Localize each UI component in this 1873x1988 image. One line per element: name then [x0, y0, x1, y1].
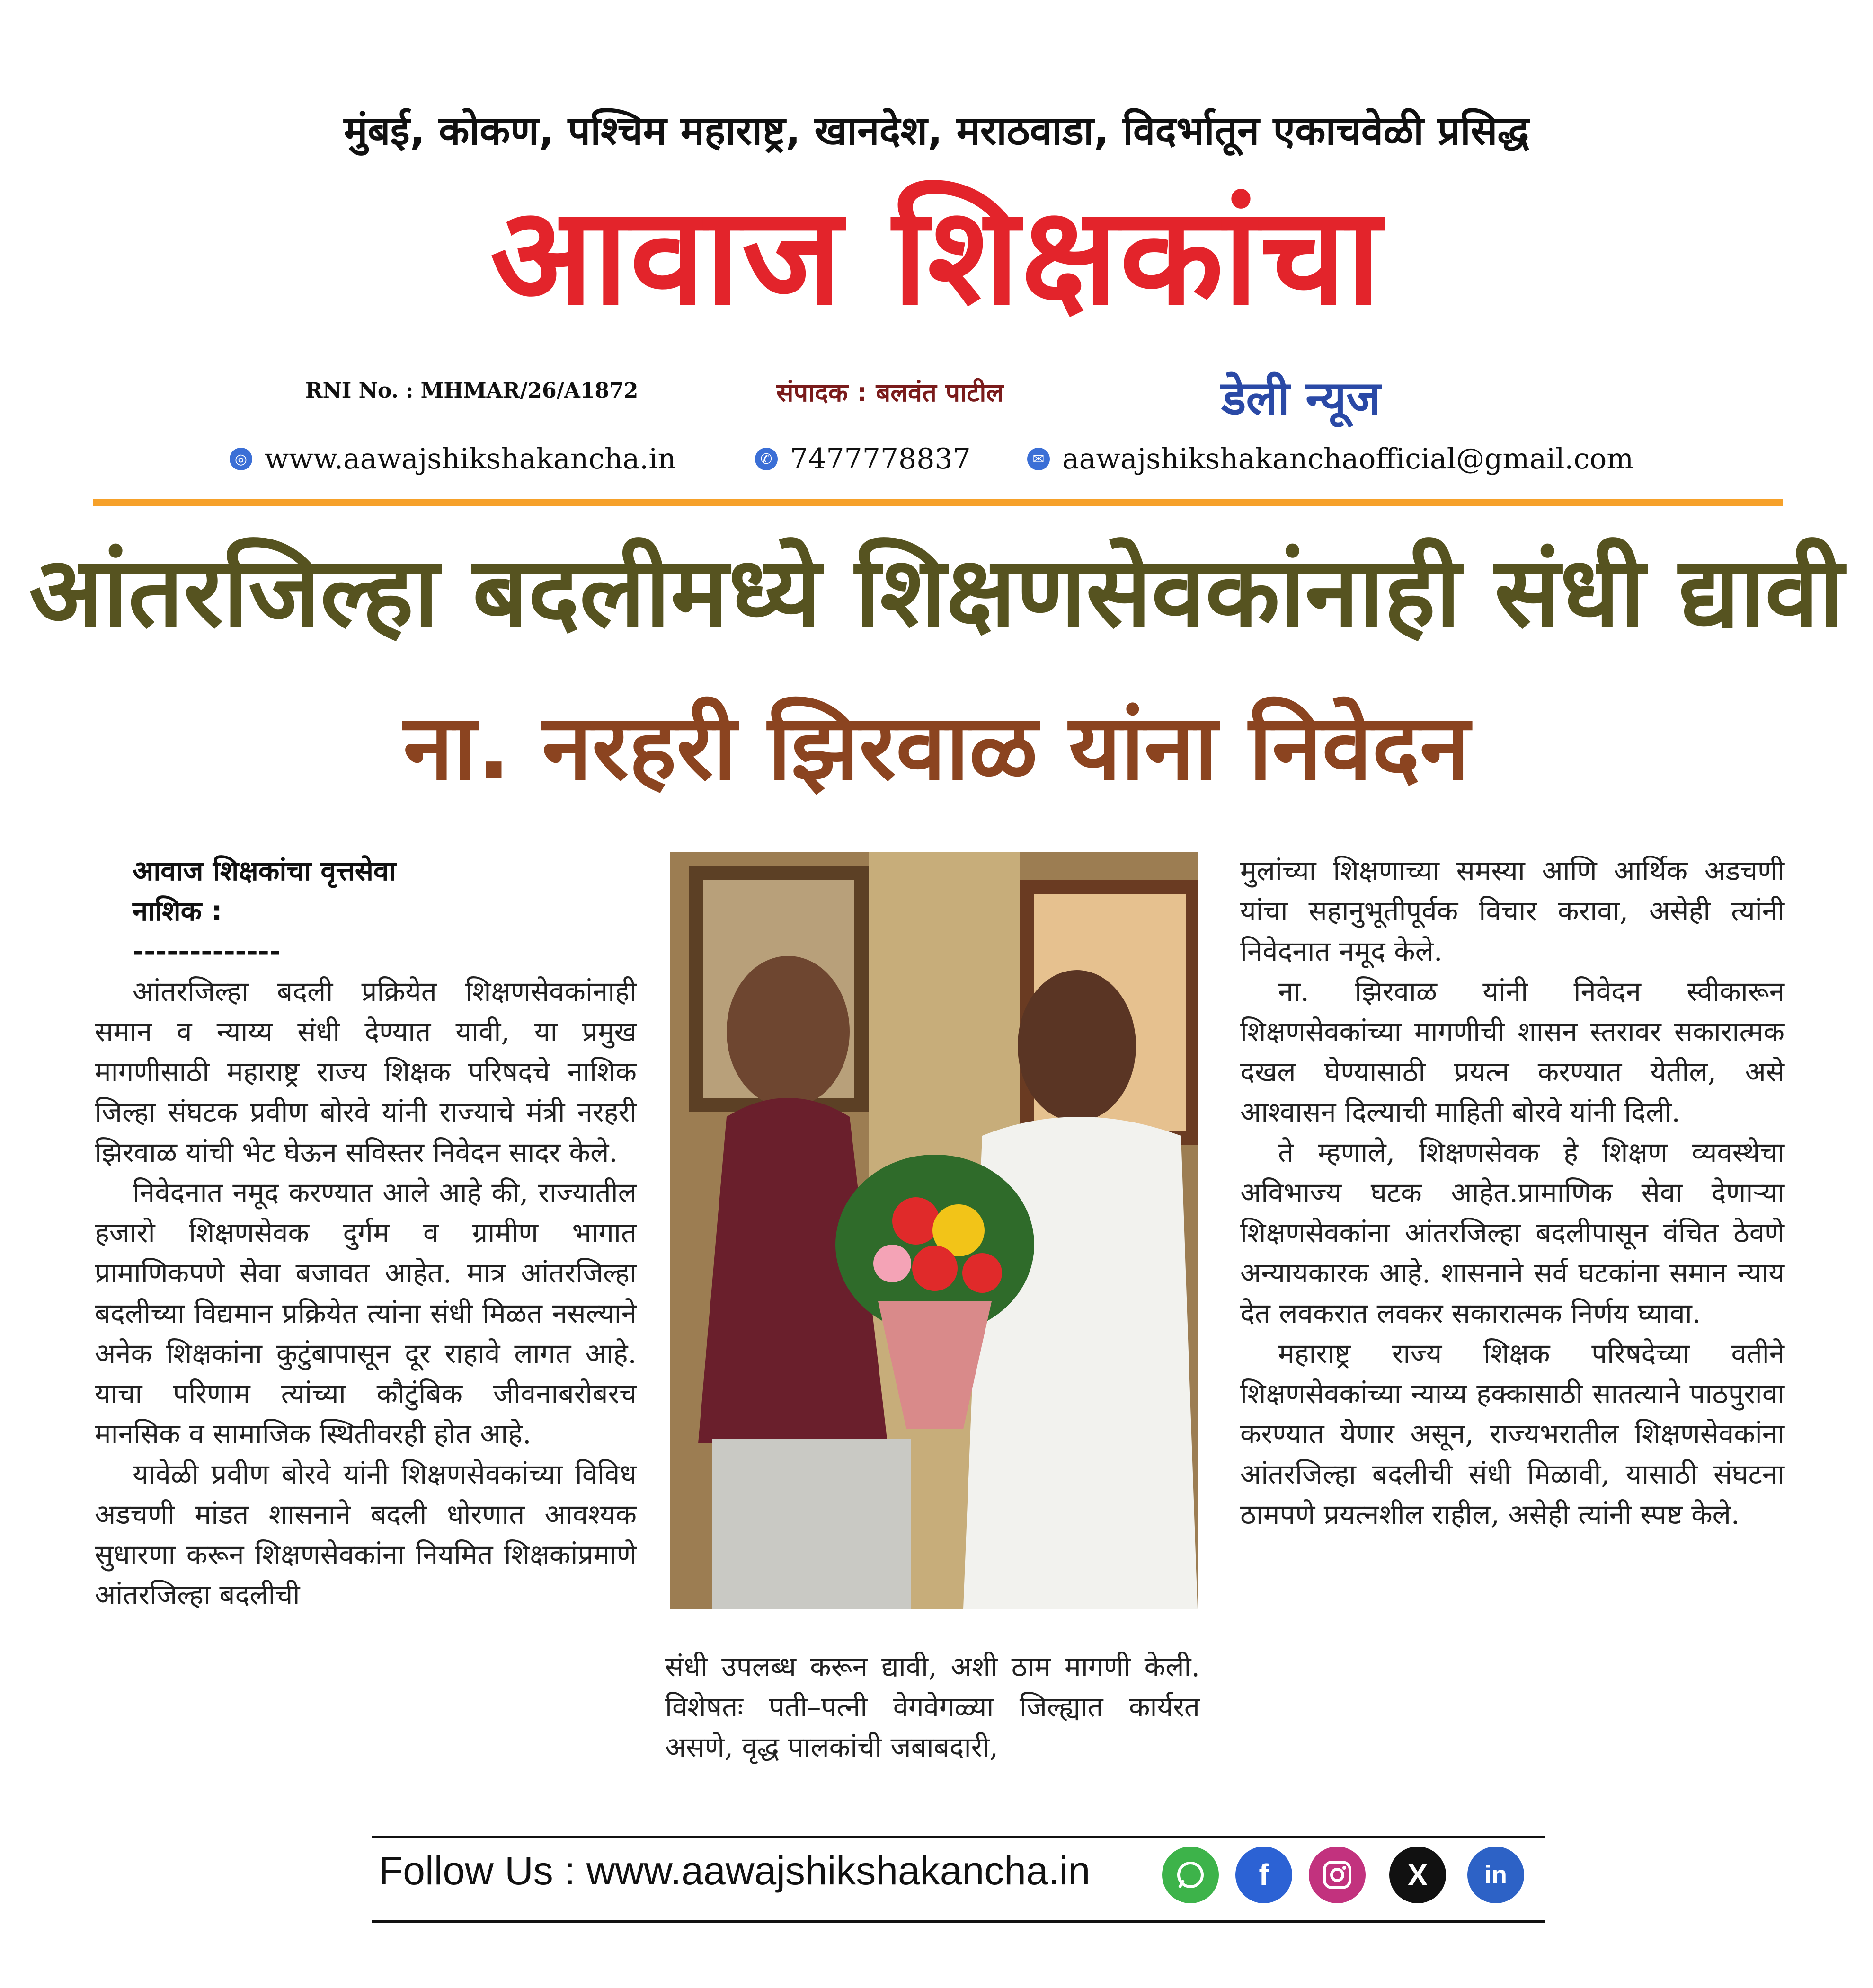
phone-text: 7477778837 — [790, 442, 971, 476]
globe-icon: ◎ — [230, 448, 252, 470]
article-headline: आंतरजिल्हा बदलीमध्ये शिक्षणसेवकांनाही संधी द्यावी — [29, 536, 1844, 649]
x-icon[interactable]: X — [1389, 1847, 1446, 1903]
instagram-icon[interactable] — [1309, 1847, 1366, 1903]
photo-illustration — [670, 852, 1198, 1609]
separator: ------------- — [133, 935, 281, 967]
article-column-3 — [1240, 851, 1784, 1535]
email-contact[interactable] — [1027, 442, 1633, 476]
news-source: आवाज शिक्षकांचा वृत्तसेवा — [133, 855, 396, 887]
phone-icon: ✆ — [755, 448, 778, 470]
footer-divider-top — [372, 1836, 1545, 1838]
facebook-icon[interactable]: f — [1235, 1847, 1292, 1903]
news-location: नाशिक : — [133, 895, 222, 927]
dateline — [133, 851, 396, 972]
mail-icon: ✉ — [1027, 448, 1050, 470]
paragraph: यावेळी प्रवीण बोरवे यांनी शिक्षणसेवकांच्या विविध अडचणी मांडत शासनाने बदली धोरणात आवश्यक सुधारणा करून शिक्षणसेवकांना नियमित शिक्षकांप्रमाणे आंतरजिल्हा बदलीची — [95, 1458, 637, 1611]
paragraph: निवेदनात नमूद करण्यात आले आहे की, राज्यातील हजारो शिक्षणसेवक दुर्गम व ग्रामीण भागात प्रामाणिकपणे सेवा बजावत आहेत. मात्र आंतरजिल्हा बदलीच्या विद्यमान प्रक्रियेत त्यांना संधी मिळत नसल्याने अनेक शिक्षकांना कुटुंबापासून दूर राहावे लागत आहे. याचा परिणाम त्यांच्या कौटुंबिक जीवनाबरोबरच मानसिक व सामाजिक स्थितीवरही होत आहे. — [95, 1176, 637, 1450]
rni-number: RNI No. : MHMAR/26/A1872 — [305, 379, 639, 403]
article-subheadline: ना. नरहरी झिरवाळ यांना निवेदन — [403, 695, 1470, 800]
masthead-title: आवाज शिक्षकांचा — [490, 178, 1383, 335]
paragraph: आंतरजिल्हा बदली प्रक्रियेत शिक्षणसेवकांनाही समान व न्याय्य संधी देण्यात यावी, या प्रमुख मागणीसाठी महाराष्ट्र राज्य शिक्षक परिषदचे नाशिक जिल्हा संघटक प्रवीण बोरवे यांनी राज्याचे मंत्री नरहरी झिरवाळ यांची भेट घेऊन सविस्तर निवेदन सादर केले. — [95, 975, 637, 1168]
paragraph: ते म्हणाले, शिक्षणसेवक हे शिक्षण व्यवस्थेचा अविभाज्य घटक आहेत.प्रामाणिक सेवा देणाऱ्या शिक्षणसेवकांना आंतरजिल्हा बदलीपासून वंचित ठेवणे अन्यायकारक आहे. शासनाने सर्व घटकांना समान न्याय देत लवकरात लवकर सकारात्मक निर्णय घ्यावा. — [1240, 1136, 1784, 1329]
email-text: aawajshikshakanchaofficial@gmail.com — [1062, 442, 1634, 476]
header-divider — [93, 499, 1783, 506]
linkedin-icon[interactable]: in — [1467, 1847, 1524, 1903]
article-photo — [670, 852, 1198, 1609]
website-contact[interactable] — [230, 442, 676, 476]
tagline: मुंबई, कोकण, पश्चिम महाराष्ट्र, खानदेश, मराठवाडा, विदर्भातून एकाचवेळी प्रसिद्ध — [344, 107, 1529, 154]
article-column-2 — [665, 1647, 1200, 1767]
editor-credit: संपादक : बलवंत पाटील — [776, 378, 1004, 407]
paragraph: ना. झिरवाळ यांनी निवेदन स्वीकारून शिक्षणसेवकांच्या मागणीची शासन स्तरावर सकारात्मक दखल घेण्यासाठी प्रयत्न करण्यात येतील, असे आश्वासन दिल्याची माहिती बोरवे यांनी दिली. — [1240, 975, 1784, 1128]
whatsapp-icon[interactable] — [1162, 1847, 1219, 1903]
website-text: www.aawajshikshakancha.in — [265, 442, 676, 476]
paragraph: मुलांच्या शिक्षणाच्या समस्या आणि आर्थिक अडचणी यांचा सहानुभूतीपूर्वक विचार करावा, असेही त्यांनी निवेदनात नमूद केले. — [1240, 855, 1784, 967]
footer-divider-bottom — [372, 1920, 1545, 1923]
paragraph: महाराष्ट्र राज्य शिक्षक परिषदेच्या वतीने शिक्षणसेवकांच्या न्याय्य हक्कासाठी सातत्याने पाठपुरावा करण्यात येणार असून, राज्यभरातील शिक्षणसेवकांना आंतरजिल्हा बदलीची संधी मिळावी, यासाठी संघटना ठामपणे प्रयत्नशील राहील, असेही त्यांनी स्पष्ट केले. — [1240, 1337, 1784, 1530]
phone-contact[interactable] — [755, 442, 971, 476]
follow-us-link[interactable]: Follow Us : www.aawajshikshakancha.in — [379, 1848, 1091, 1893]
paragraph: संधी उपलब्ध करून द्यावी, अशी ठाम मागणी केली. विशेषतः पती–पत्नी वेगवेगळ्या जिल्ह्यात कार्यरत असणे, वृद्ध पालकांची जबाबदारी, — [665, 1651, 1200, 1763]
edition-label: डेली न्यूज — [1221, 371, 1381, 425]
article-column-1 — [95, 972, 637, 1615]
